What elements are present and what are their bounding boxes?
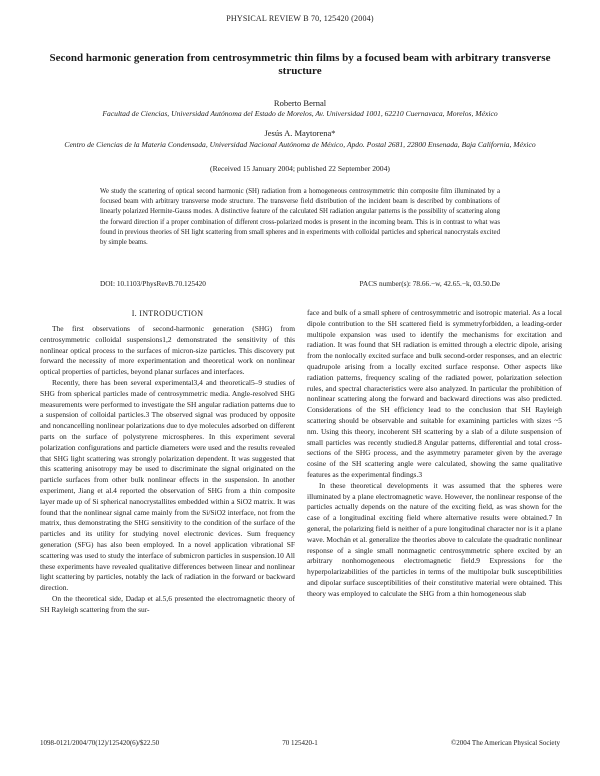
received-dates: (Received 15 January 2004; published 22 September 2004) xyxy=(210,164,390,173)
paragraph: Recently, there has been several experimental3,4 and theoretical5–9 studies of SHG from spherical particles made of centrosymmetric media. Angle-resolved SHG measurements were performed to investigate the SH angular radiation patterns due to a suspension of colloidal particles.3 The observed signal was produced by opposite and noncancelling nonlinear polarizations due to dye molecules adsorbed on different parts on the surface of polystyrene microspheres. In this experiment several polarization configurations and particle diameters were used and the results revealed that SHG light scattering was strongly polarization dependent. It was suggested that this scattering anisotropy may be used to discriminate the signal originated on the particle surfaces from other bulk nonlinear effects in the suspension. In another experiment, Jiang et al.4 reported the observation of SHG from a thin composite layer made up of Si spherical nanocrystallites embedded within a SiO2 matrix. It was found that the nonlinear signal came mainly from the Si/SiO2 interface, not from the matrix, thus demonstrating the SHG sensitivity to the condition of the surface of the particles and its utility for studying novel electronic devices. Sum frequency generation (SFG) has also been employed. In a novel application vibrational SF scattering was used to study the interface of submicron particles in suspension.10 All these experiments have revealed qualitative differences between linear and nonlinear light scattering by particles, notably the lack of radiation in the forward or backward direction. xyxy=(40,377,295,593)
paragraph: In these theoretical developments it was assumed that the spheres were illuminated by a plane electromagnetic wave. However, the nonlinear response of the particles actually depends on the nature of the exciting field, as was shown for the case of a longitudinal exciting field where alternative results were obtained.7 In general, the polarizing field is neither of a pure longitudinal character nor is it a plane wave. Mochán et al. generalize the theories above to calculate the quadratic nonlinear response of a single small nonmagnetic centrosymmetric sphere excited by an arbitrary nonhomogeneous electromagnetic field.9 Expressions for the hyperpolarizabilities of the particles in terms of the multipolar bulk susceptibilities and dipolar surface susceptibilities of their constitutive material were obtained. This theory was employed to calculate the SHG from a thin homogeneous slab xyxy=(307,480,562,598)
paragraph: On the theoretical side, Dadap et al.5,6 presented the electromagnetic theory of SH Rayleigh scattering from the sur- xyxy=(40,593,295,614)
paper-title: Second harmonic generation from centrosymmetric thin films by a focused beam with arbitrary transverse structure xyxy=(49,52,551,77)
author-affiliation-2: Centro de Ciencias de la Materia Condensada, Universidad Nacional Autónoma de México, Apdo. Postal 2681, 22800 Ensenada, Baja California, México xyxy=(64,140,536,149)
author-name-2: Jesús A. Maytorena* xyxy=(264,128,336,138)
author-affiliation-1: Facultad de Ciencias, Universidad Autónoma del Estado de Morelos, Av. Universidad 1001, 62210 Cuernavaca, Morelos, México xyxy=(102,109,498,118)
author-name-1: Roberto Bernal xyxy=(273,98,327,108)
left-column xyxy=(40,324,295,616)
paragraph: The first observations of second-harmonic generation (SHG) from centrosymmetric colloidal suspensions1,2 demonstrated the sensitivity of this nonlinear optical process to the surfaces of micron-size particles. This discovery put forward the necessity of more experimentation and theoretical work on nonlinear optical properties of particles, beyond planar surfaces and interfaces. xyxy=(40,324,295,377)
section-heading: I. INTRODUCTION xyxy=(131,309,204,318)
footer-page-number: 70 125420-1 xyxy=(282,739,318,747)
right-column xyxy=(307,308,562,600)
running-head: PHYSICAL REVIEW B 70, 125420 (2004) xyxy=(226,14,374,23)
footer-copyright: ©2004 The American Physical Society xyxy=(450,739,560,747)
footer-issn: 1098-0121/2004/70(12)/125420(6)/$22.50 xyxy=(40,739,160,747)
paragraph: face and bulk of a small sphere of centrosymmetric and isotropic material. As a local dipole contribution to the SH scattered field is symmetryforbidden, a leading-order multipole expansion was used to identify the mechanisms for excitation and radiation. It was found that SH radiation is emitted through a electric dipole, arising from the nonlocally excited surface and bulk second-order responses, and an electric quadrupole arising from a locally excited surface response. Other aspects like radiation patterns, frequency scaling of the radiated power, polarization selection rules, and spectral characteristics were also analyzed. In particular the prohibition of nonlinear scattering along the forward and backward directions was also predicted. Considerations of the SH efficiency lead to the conclusion that SH Rayleigh scattering should be observable and suitable for examining particles with sizes ~5 nm. Using this theory, incoherent SH scattering by a slab of a dilute suspension of small particles was recently studied.8 Angular patterns, differential and total cross-sections of the SHG process, and the asymmetry parameter given by the average cosine of the SH scattering angle were calculated, showing the same qualitative features as the experimental findings.3 xyxy=(307,308,562,479)
doi[interactable]: DOI: 10.1103/PhysRevB.70.125420 xyxy=(100,279,206,288)
pacs-numbers: PACS number(s): 78.66.−w, 42.65.−k, 03.50.De xyxy=(359,279,500,288)
abstract: We study the scattering of optical second harmonic (SH) radiation from a homogeneous centrosymmetric thin composite film illuminated by a focused beam with arbitrary transverse mode structure. The transverse field distribution of the incident beam is described by combinations of linearly polarized Hermite-Gauss modes. A distinctive feature of the calculated SH radiation angular patterns is the possibility of scattering along the forward direction if a proper combination of different cross-polarized modes is present in the incoming beam. This is in contrast to what was found in previous theories of SH light scattering from small spheres and in experiments with colloidal particles and spherical nanocrystals excited by simple beams. xyxy=(100,188,500,247)
